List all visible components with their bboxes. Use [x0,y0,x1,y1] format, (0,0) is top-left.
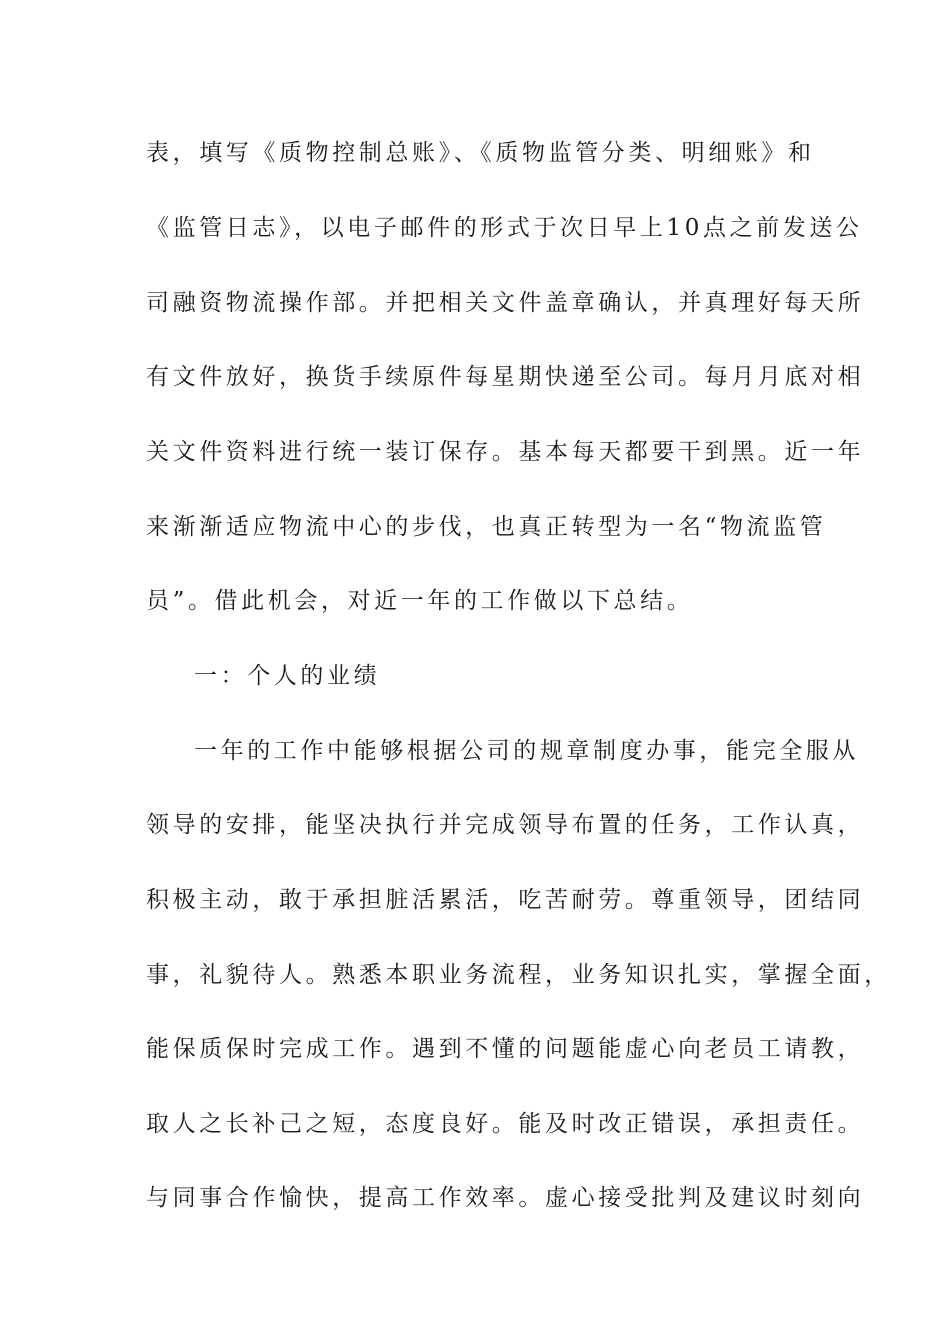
text-line: 取人之长补己之短，态度良好。能及时改正错误，承担责任。 [146,1111,865,1137]
text-line: 员”。借此机会，对近一年的工作做以下总结。 [146,588,694,614]
text-line: 领导的安排，能坚决执行并完成领导布置的任务，工作认真， [146,812,865,838]
text-line: 能保质保时完成工作。遇到不懂的问题能虚心向老员工请教， [146,1036,865,1062]
section-heading: 一：个人的业绩 [194,663,381,689]
text-line: 司融资物流操作部。并把相关文件盖章确认，并真理好每天所 [146,290,865,316]
text-line: 《监管日志》，以电子邮件的形式于次日早上10点之前发送公 [146,215,863,241]
text-line: 有文件放好，换货手续原件每星期快递至公司。每月月底对相 [146,364,865,390]
text-line: 关文件资料进行统一装订保存。基本每天都要干到黑。近一年 [146,439,865,465]
text-line: 来渐渐适应物流中心的步伐，也真正转型为一名“物流监管 [146,514,827,540]
text-line: 一年的工作中能够根据公司的规章制度办事，能完全服从 [194,738,859,764]
text-line: 与同事合作愉快，提高工作效率。虚心接受批判及建议时刻向 [146,1185,865,1211]
text-line: 事，礼貌待人。熟悉本职业务流程，业务知识扎实，掌握全面， [146,962,891,988]
text-line: 表，填写《质物控制总账》、《质物监管分类、明细账》和 [146,140,815,166]
text-line: 积极主动，敢于承担脏活累活，吃苦耐劳。尊重领导，团结同 [146,887,865,913]
